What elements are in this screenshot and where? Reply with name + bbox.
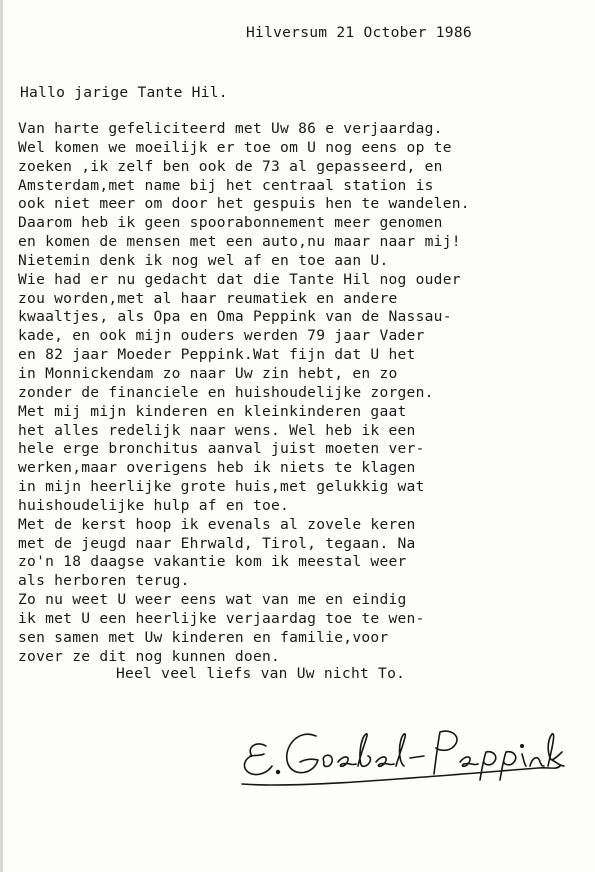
letter-line: Wel komen we moeilijk er toe om U nog eens op te xyxy=(18,138,452,156)
letter-line: werken,maar overigens heb ik niets te klagen xyxy=(18,459,416,477)
letter-line: zou worden,met al haar reumatiek en andere xyxy=(18,289,398,307)
letter-line: zover ze dit nog kunnen doen. xyxy=(18,647,281,665)
letter-line: zoeken ,ik zelf ben ook de 73 al gepasseerd, en xyxy=(18,157,443,175)
letter-line: Met mij mijn kinderen en kleinkinderen gaat xyxy=(18,402,407,420)
page-edge xyxy=(0,0,3,872)
letter-line: Amsterdam,met name bij het centraal station is xyxy=(18,176,434,194)
letter-line: met de jeugd naar Ehrwald, Tirol, tegaan. Na xyxy=(18,534,416,552)
letter-line: sen samen met Uw kinderen en familie,voor xyxy=(18,628,389,646)
letter-line: zo'n 18 daagse vakantie kom ik meestal weer xyxy=(18,553,407,571)
letter-line: huishoudelijke hulp af en toe. xyxy=(18,496,290,514)
letter-line: als herboren terug. xyxy=(18,572,190,590)
letter-line: en 82 jaar Moeder Peppink.Wat fijn dat U het xyxy=(18,346,416,364)
letter-line: Zo nu weet U weer eens wat van me en eindig xyxy=(18,591,407,609)
letter-line: Daarom heb ik geen spoorabonnement meer genomen xyxy=(18,214,443,232)
letter-line: kade, en ook mijn ouders werden 79 jaar Vader xyxy=(18,327,425,345)
letter-dateline: Hilversum 21 October 1986 xyxy=(246,24,472,41)
letter-line: Met de kerst hoop ik evenals al zovele keren xyxy=(18,515,416,533)
letter-body xyxy=(18,120,470,666)
letter-line: ik met U een heerlijke verjaardag toe te wen- xyxy=(18,609,425,627)
letter-line: kwaaltjes, als Opa en Oma Peppink van de Nassau- xyxy=(18,308,452,326)
letter-line: en komen de mensen met een auto,nu maar naar mij! xyxy=(18,233,461,251)
letter-closing: Heel veel liefs van Uw nicht To. xyxy=(116,665,406,682)
handwritten-signature xyxy=(238,718,568,796)
letter-line: Van harte gefeliciteerd met Uw 86 e verjaardag. xyxy=(18,120,443,137)
letter-line: in mijn heerlijke grote huis,met gelukkig wat xyxy=(18,478,425,496)
letter-line: in Monnickendam zo naar Uw zin hebt, en zo xyxy=(18,364,398,382)
letter-line: hele erge bronchitus aanval juist moeten ver- xyxy=(18,440,425,458)
letter-line: ook niet meer om door het gespuis hen te wandelen. xyxy=(18,195,470,213)
letter-line: het alles redelijk naar wens. Wel heb ik een xyxy=(18,421,416,439)
letter-line: Wie had er nu gedacht dat die Tante Hil nog ouder xyxy=(18,270,461,288)
letter-line: zonder de financiele en huishoudelijke zorgen. xyxy=(18,383,434,401)
letter-greeting: Hallo jarige Tante Hil. xyxy=(20,84,228,101)
letter-line: Nietemin denk ik nog wel af en toe aan U. xyxy=(18,251,389,269)
